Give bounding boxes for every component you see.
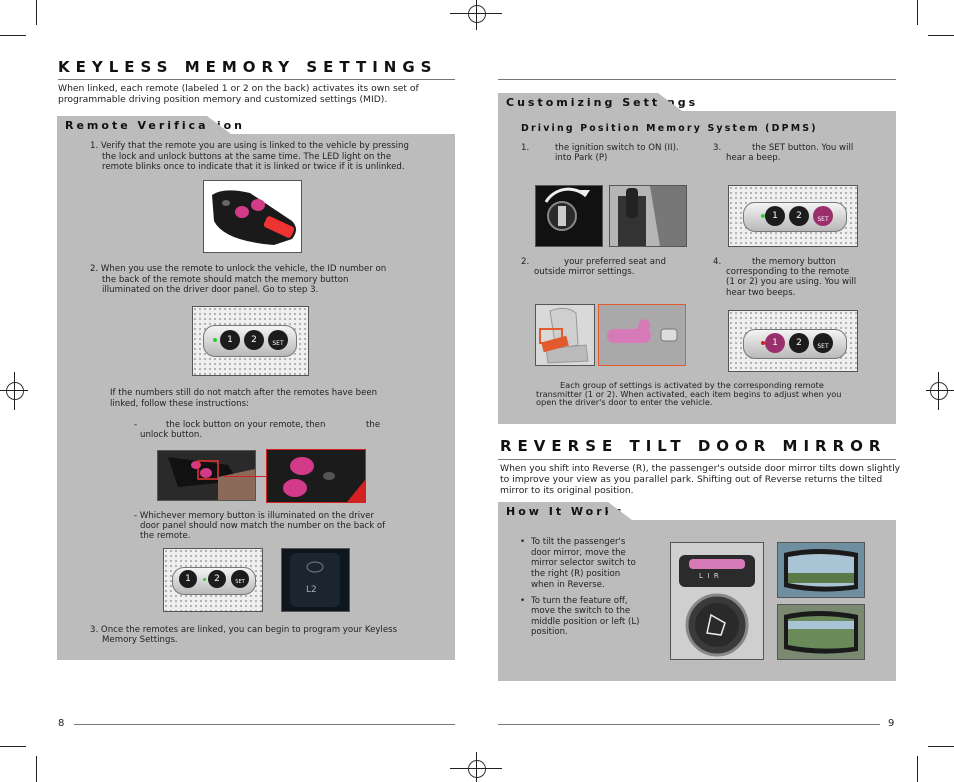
seat-photo	[535, 304, 595, 366]
crop-mark	[917, 756, 918, 782]
mirror-switch-icon	[671, 543, 763, 659]
intro2-line: When you shift into Reverse (R), the passenger's outside door mirror tilts down slightly	[500, 463, 901, 474]
bullet2-line: move the switch to the	[531, 606, 631, 616]
step3-line: the SET button. You will	[752, 143, 854, 153]
dash1-text: the lock button on your remote, then	[166, 420, 326, 430]
step3-num: 3.	[713, 143, 722, 153]
step4-line: (1 or 2) you are using. You will	[726, 277, 857, 287]
memory-button-2: 2	[208, 570, 226, 588]
set-button: SET	[268, 330, 288, 350]
step4-line: corresponding to the remote	[726, 267, 850, 277]
intro-text: When linked, each remote (labeled 1 or 2 on the back) activates its own set of programmable driving position memory and customized settings (MID).	[58, 83, 419, 105]
seat-icon	[536, 305, 594, 365]
step1-line: the ignition switch to ON (II).	[555, 143, 679, 153]
crop-mark	[36, 0, 37, 25]
bullet1-line: door mirror, move the	[531, 548, 626, 558]
step4-line: hear two beeps.	[726, 288, 796, 298]
crop-mark	[928, 746, 954, 747]
memory-button-1: 1	[765, 333, 785, 353]
remote-back-photo	[281, 548, 350, 612]
step3-line: Memory Settings.	[102, 635, 178, 645]
set-button: SET	[231, 570, 249, 588]
crop-mark	[928, 35, 954, 36]
section-tab	[498, 502, 625, 520]
bullet1-line: To tilt the passenger's	[531, 537, 626, 547]
registration-mark	[6, 382, 24, 400]
step3-line: hear a beep.	[726, 153, 781, 163]
bullet1-line: mirror selector switch to	[531, 558, 636, 568]
footer-rule	[74, 724, 455, 725]
set-button: SET	[813, 333, 833, 353]
seat-switch-zoom-photo	[598, 304, 686, 366]
led-icon	[213, 338, 217, 342]
step2-line: 2. When you use the remote to unlock the vehicle, the ID number on	[90, 264, 387, 274]
top-rule	[498, 79, 896, 80]
registration-mark	[476, 752, 477, 782]
memory-button-2: 2	[789, 206, 809, 226]
zoom-connector	[224, 476, 268, 477]
remote-zoom-photo	[266, 449, 366, 503]
dpms-subheading: Driving Position Memory System (DPMS)	[521, 123, 818, 134]
page-title: KEYLESS MEMORY SETTINGS	[58, 58, 438, 76]
crop-mark	[0, 746, 26, 747]
intro2-line: mirror to its original position.	[500, 485, 634, 496]
remote-id-label: L2	[306, 585, 317, 595]
step3-line: 3. Once the remotes are linked, you can begin to program your Keyless	[90, 625, 398, 635]
bullet2-line: middle position or left (L)	[531, 617, 640, 627]
step2-line: illuminated on the driver door panel. Go to step 3.	[102, 285, 319, 295]
bullet1-line: when in Reverse.	[531, 580, 605, 590]
note-line: transmitter (1 or 2). When activated, each item begins to adjust when you	[536, 389, 842, 399]
dash2-line: - Whichever memory button is illuminated on the driver	[134, 511, 375, 521]
section-tab	[57, 116, 245, 134]
page-number: 8	[58, 718, 65, 729]
note-line: open the driver's door to enter the vehicle.	[536, 397, 713, 407]
tab-slant	[608, 502, 632, 520]
mirror-switch-photo	[670, 542, 764, 660]
gear-shifter-icon	[610, 186, 686, 246]
bullet-icon: •	[520, 537, 526, 547]
step4-line: the memory button	[752, 257, 836, 267]
ignition-photo	[535, 185, 603, 247]
dash1-bullet: -	[134, 420, 138, 430]
step4-num: 4.	[713, 257, 722, 267]
memory-button-2: 2	[244, 330, 264, 350]
registration-mark	[930, 382, 948, 400]
bullet-icon: •	[520, 596, 526, 606]
step2-line: the back of the remote should match the memory button	[102, 275, 349, 285]
memory-button-panel-photo	[163, 548, 263, 612]
remote-key-icon	[204, 181, 301, 252]
registration-mark	[926, 390, 954, 391]
mismatch-line: If the numbers still do not match after the remotes have been	[110, 388, 378, 398]
step2-line: outside mirror settings.	[534, 267, 635, 277]
intro2-line: to improve your view as you parallel park. Shifting out of Reverse returns the tilted	[500, 474, 883, 485]
step1-line: remote blinks once to indicate that it is linked or twice if it is unlinked.	[102, 162, 405, 172]
section-tab-label: Customizing Settings	[506, 96, 699, 109]
step2-num: 2.	[521, 257, 530, 267]
crop-mark	[36, 756, 37, 782]
title-rule	[498, 459, 896, 460]
set-button: SET	[813, 206, 833, 226]
memory-button-panel-photo	[728, 310, 858, 372]
memory-button-panel-photo	[728, 185, 858, 247]
page-number: 9	[888, 718, 895, 729]
dash1-line2: unlock button.	[140, 430, 203, 440]
tab-slant	[207, 116, 231, 134]
crop-mark	[917, 0, 918, 25]
memory-button-2: 2	[789, 333, 809, 353]
bullet1-line: the right (R) position	[531, 569, 621, 579]
section-tab-label: Remote Verification	[65, 119, 245, 132]
title-rule	[58, 79, 455, 80]
bullet2-line: To turn the feature off,	[531, 596, 628, 606]
registration-mark	[468, 5, 486, 23]
section-title: REVERSE TILT DOOR MIRROR	[500, 437, 887, 455]
step1-num: 1.	[521, 143, 530, 153]
mirror-normal-photo	[777, 542, 865, 598]
step1-line: into Park (P)	[555, 153, 608, 163]
step1-line: the lock and unlock buttons at the same time. The LED light on the	[102, 152, 392, 162]
registration-mark	[468, 760, 486, 778]
mirror-tilted-photo	[777, 604, 865, 660]
section-tab	[498, 93, 699, 111]
remote-back-icon	[282, 549, 349, 611]
dash2-line: the remote.	[140, 531, 191, 541]
mismatch-line: linked, follow these instructions:	[110, 399, 249, 409]
memory-button-1: 1	[220, 330, 240, 350]
dash2-line: door panel should now match the number on the back of	[140, 521, 386, 531]
shifter-photo	[609, 185, 687, 247]
remote-buttons-zoom-icon	[267, 450, 365, 502]
switch-positions-label: L I R	[699, 572, 719, 580]
side-mirror-tilted-icon	[778, 605, 864, 659]
section-tab-label: How It Works	[506, 505, 625, 518]
tab-slant	[658, 93, 682, 111]
registration-mark	[476, 0, 477, 30]
crop-mark	[0, 35, 26, 36]
registration-mark	[14, 372, 15, 410]
bullet2-line: position.	[531, 627, 568, 637]
dash1-text-end: the	[366, 420, 381, 430]
side-mirror-icon	[778, 543, 864, 597]
step2-line: your preferred seat and	[564, 257, 666, 267]
seat-switch-icon	[599, 305, 685, 365]
led-icon	[203, 578, 206, 581]
memory-button-panel-photo	[192, 306, 309, 376]
memory-button-1: 1	[179, 570, 197, 588]
remote-photo	[203, 180, 302, 253]
registration-mark	[938, 372, 939, 410]
step1-line: 1. Verify that the remote you are using is linked to the vehicle by pressing	[90, 141, 409, 151]
ignition-key-icon	[536, 186, 602, 246]
footer-rule	[498, 724, 880, 725]
note-line: Each group of settings is activated by the corresponding remote	[560, 380, 824, 390]
memory-button-1: 1	[765, 206, 785, 226]
